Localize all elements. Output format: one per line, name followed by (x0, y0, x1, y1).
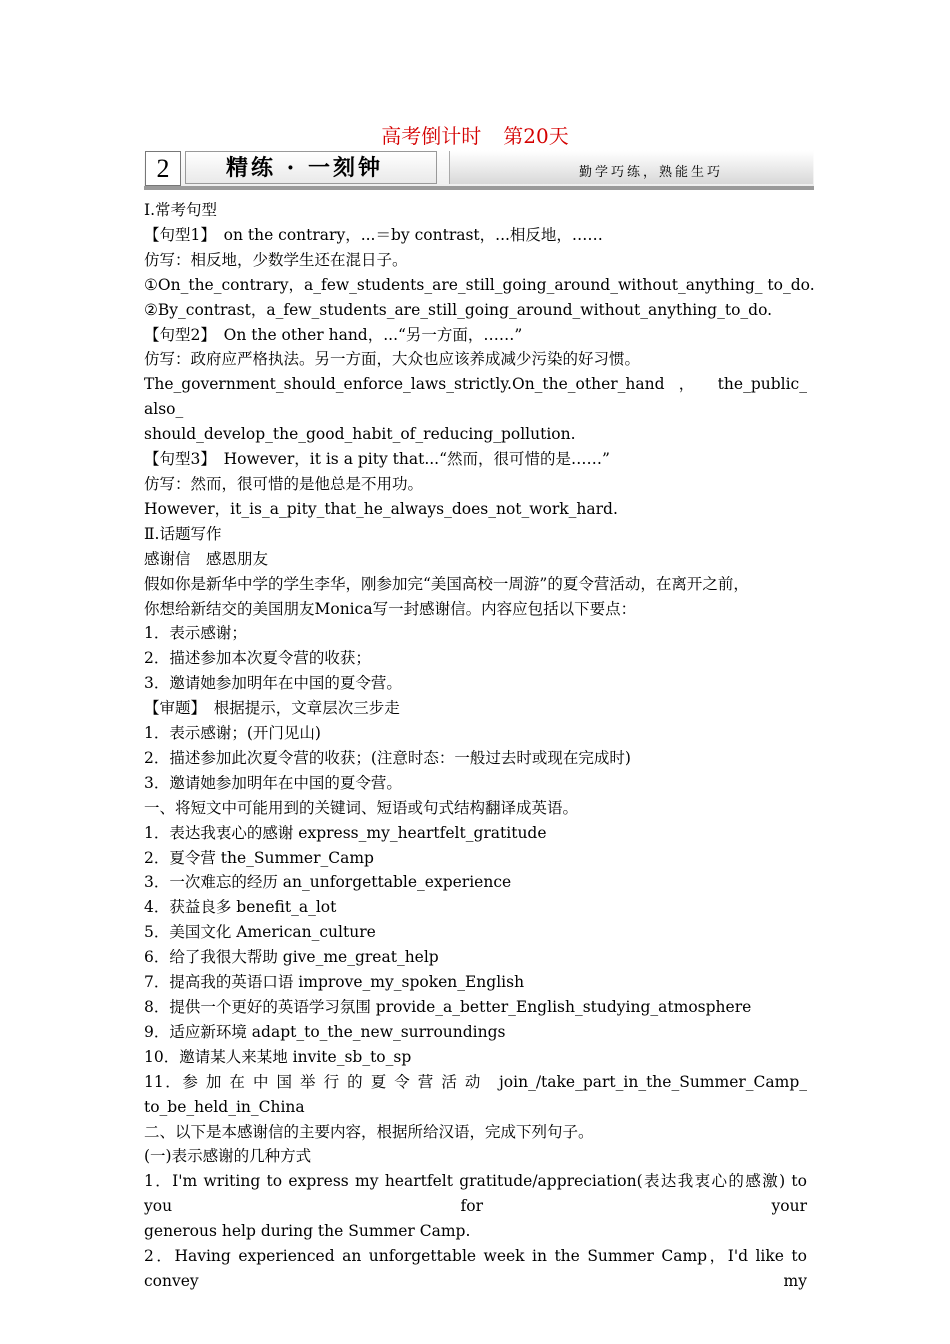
sub-heading: (一)表示感谢的几种方式 (144, 1147, 312, 1166)
task-heading: 二、以下是本感谢信的主要内容，根据所给汉语，完成下列句子。 (144, 1122, 594, 1141)
list-item: 3．邀请她参加明年在中国的夏令营。 (144, 674, 402, 693)
list-item: 1．表示感谢； (144, 624, 247, 643)
text-line: generous help during the Summer Camp. (144, 1222, 471, 1241)
list-item: 2．描述参加本次夏令营的收获； (144, 649, 371, 668)
list-item: 1．表示感谢；(开门见山) (144, 724, 321, 743)
answer-line: The_government_should_enforce_laws_strictly.On_the_other_hand ， the_public_ also_ (144, 375, 807, 419)
section-heading: Ⅰ.常考句型 (144, 201, 218, 219)
pattern-heading: 【句型2】 On the other hand，...“另一方面，……” (144, 325, 523, 344)
list-item: 8．提供一个更好的英语学习氛围 provide_a_better_English_studying_atmosphere (144, 998, 752, 1016)
list-item: 3．一次难忘的经历 an_unforgettable_experience (144, 873, 512, 892)
analysis-heading: 【审题】 根据提示，文章层次三步走 (144, 699, 400, 718)
section-heading: Ⅱ.话题写作 (144, 524, 222, 543)
list-item: 11．参 加 在 中 国 举 行 的 夏 令 营 活 动 join_/take_part_in_the_Summer_Camp_ (144, 1072, 807, 1091)
list-item: to_be_held_in_China (144, 1097, 305, 1116)
task-heading: 一、将短文中可能用到的关键词、短语或句式结构翻译成英语。 (144, 798, 579, 817)
list-item: 1．表达我衷心的感谢 express_my_heartfelt_gratitude (144, 823, 547, 842)
section-banner (144, 150, 814, 190)
banner-title: 精练 · 一刻钟 (185, 151, 437, 184)
list-item: 6．给了我很大帮助 give_me_great_help (144, 948, 439, 967)
list-item: 2．描述参加此次夏令营的收获；(注意时态：一般过去时或现在完成时) (144, 748, 631, 767)
list-item: 5．美国文化 American_culture (144, 923, 376, 942)
answer-line: should_develop_the_good_habit_of_reducing_pollution. (144, 425, 576, 444)
text-line: 2．Having experienced an unforgettable week in the Summer Camp，I'd like to convey my (144, 1247, 807, 1290)
title-day: 第20天 (503, 124, 569, 148)
answer-line: ②By_contrast，a_few_students_are_still_going_around_without_anything_to_do. (144, 300, 773, 319)
list-item: 3．邀请她参加明年在中国的夏令营。 (144, 773, 402, 792)
list-item: 2．夏令营 the_Summer_Camp (144, 848, 374, 867)
document-body (144, 198, 815, 1294)
answer-line: ①On_the_contrary，a_few_students_are_still_going_around_without_anything_ to_do. (144, 275, 815, 294)
banner-number: 2 (145, 151, 181, 186)
text-line: 仿写：相反地，少数学生还在混日子。 (144, 250, 408, 269)
page-title (0, 122, 950, 150)
text-line: 仿写：然而，很可惜的是他总是不用功。 (144, 474, 424, 493)
list-item: 9．适应新环境 adapt_to_the_new_surroundings (144, 1022, 506, 1041)
banner-divider (144, 186, 814, 190)
list-item: 7．提高我的英语口语 improve_my_spoken_English (144, 973, 525, 992)
pattern-heading: 【句型1】 on the contrary，...＝by contrast，...相反地，…… (144, 225, 603, 244)
answer-line: However，it_is_a_pity_that_he_always_does_not_work_hard. (144, 499, 618, 518)
list-item: 10．邀请某人来某地 invite_sb_to_sp (144, 1047, 412, 1066)
pattern-heading: 【句型3】 However，it is a pity that...“然而，很可惜的是……” (144, 450, 610, 469)
topic-line: 感谢信 感恩朋友 (144, 549, 269, 568)
text-line: 1．I'm writing to express my heartfelt gratitude/appreciation(表达我衷心的感激) to you for your (144, 1172, 807, 1216)
text-line: 你想给新结交的美国朋友Monica写一封感谢信。内容应包括以下要点： (144, 599, 637, 618)
text-line: 假如你是新华中学的学生李华，刚参加完“美国高校一周游”的夏令营活动，在离开之前， (144, 574, 749, 593)
title-countdown: 高考倒计时 (381, 124, 482, 148)
list-item: 4．获益良多 benefit_a_lot (144, 898, 337, 917)
text-line: 仿写：政府应严格执法。另一方面，大众也应该养成减少污染的好习惯。 (144, 350, 641, 369)
banner-slogan: 勤学巧练，熟能生巧 (449, 151, 813, 184)
